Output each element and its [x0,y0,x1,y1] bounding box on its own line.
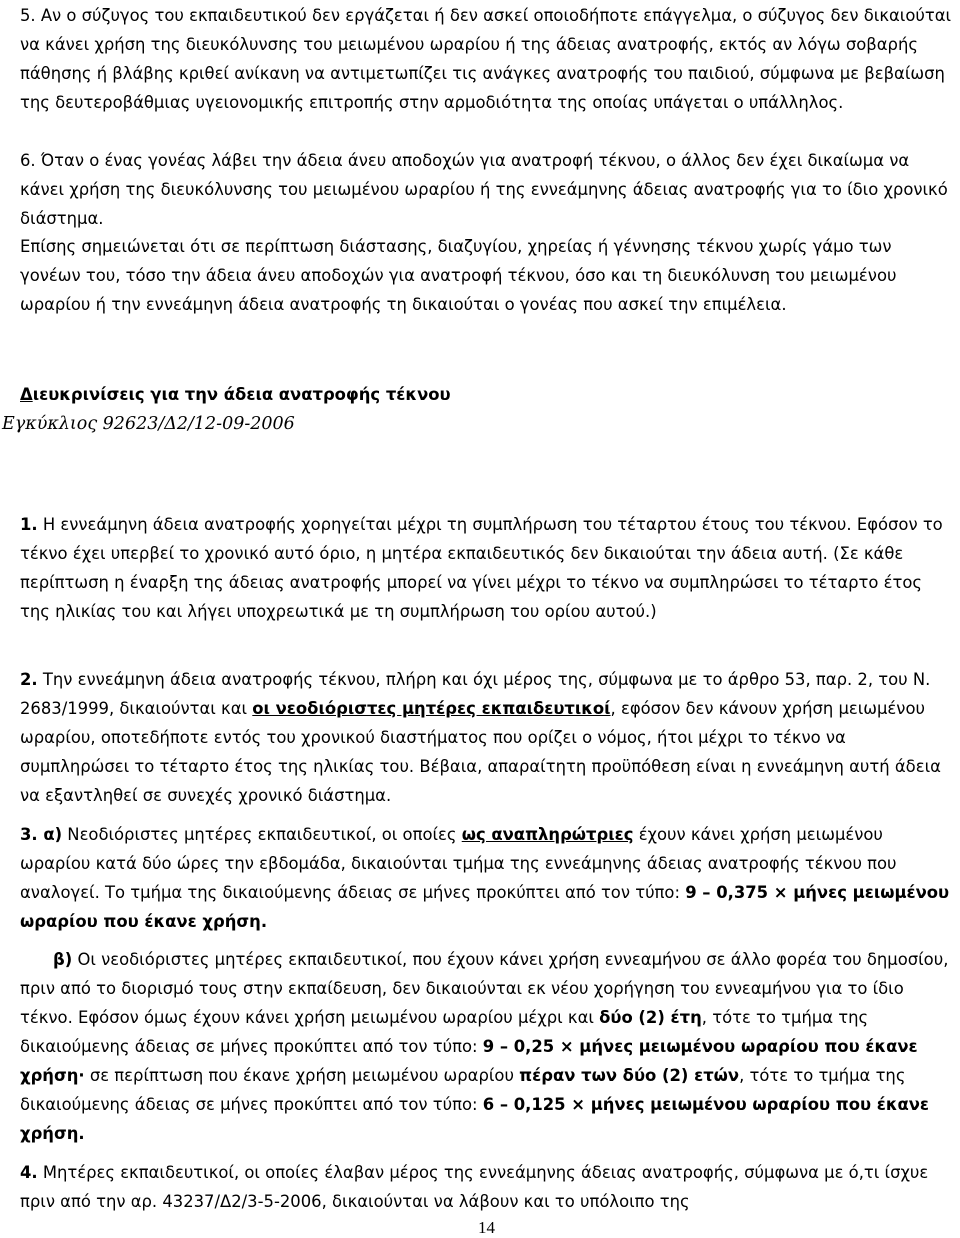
item-1: 1. Η εννεάμηνη άδεια ανατροφής χορηγείται μέχρι τη συμπλήρωση του τέταρτου έτους του τέκνου. Εφόσον το τέκνο έχει υπερβεί το χρονικό αυτό όριο, η μητέρα εκπαιδευτικός δεν δικαιούται την άδεια αυτή. (Σε κάθε περίπτωση η έναρξη της άδειας ανατροφής μπορεί να γίνει μέχρι το τέκνο να συμπληρώσει το τέταρτο έτος της ηλικίας του και λήγει υποχρεωτικά με τη συμπλήρωση του ορίου αυτού.) [20,515,943,621]
item-2: 2. Την εννεάμηνη άδεια ανατροφής τέκνου, πλήρη και όχι μέρος της, σύμφωνα με το άρθρο 53, παρ. 2, του Ν. 2683/1999, δικαιούνται και οι νεοδιόριστες μητέρες εκπαιδευτικοί, εφόσον δεν κάνουν χρήση μειωμένου ωραρίου, οποτεδήποτε εντός του χρονικού διαστήματος που ορίζει ο νόμος, ήτοι μέχρι το τέκνο να συμπληρώσει το τέταρτο έτος της ηλικίας του. Βέβαια, απαραίτητη προϋπόθεση είναι η εννεάμηνη αυτή άδεια να εξαντληθεί σε συνεχές χρονικό διάστημα. [20,670,941,805]
circular-reference: Εγκύκλιος 92623/Δ2/12-09-2006 [2,414,295,434]
page-number: 14 [478,1218,495,1237]
item-3b: β) Οι νεοδιόριστες μητέρες εκπαιδευτικοί, που έχουν κάνει χρήση εννεαμήνου σε άλλο φορέα του δημοσίου, πριν από το διορισμό τους στην εκπαίδευση, δεν δικαιούνται εκ νέου χορήγηση του εννεαμήνου για το ίδιο τέκνο. Εφόσον όμως έχουν κάνει χρήση μειωμένου ωραρίου μέχρι και δύο (2) έτη, τότε το τμήμα της δικαιούμενης άδειας σε μήνες προκύπτει από τον τύπο: 9 – 0,25 × μήνες μειωμένου ωραρίου που έκανε χρήση· σε περίπτωση που έκανε χρήση μειωμένου ωραρίου πέραν των δύο (2) ετών, τότε το τμήμα της δικαιούμενης άδειας σε μήνες προκύπτει από τον τύπο: 6 – 0,125 × μήνες μειωμένου ωραρίου που έκανε χρήση. [20,950,949,1143]
paragraph-also: Επίσης σημειώνεται ότι σε περίπτωση διάστασης, διαζυγίου, χηρείας ή γέννησης τέκνου χωρίς γάμο των γονέων του, τόσο την άδεια άνευ αποδοχών για ανατροφή τέκνου, όσο και τη διευκόλυνση του μειωμένου ωραρίου ή την εννεάμηνη άδεια ανατροφής τη δικαιούται ο γονέας που ασκεί την επιμέλεια. [20,237,897,314]
section-heading: Διευκρινίσεις για την άδεια ανατροφής τέκνου [20,385,451,404]
item-4: 4. Μητέρες εκπαιδευτικοί, οι οποίες έλαβαν μέρος της εννεάμηνης άδειας ανατροφής, σύμφωνα με ό,τι ίσχυε πριν από την αρ. 43237/Δ2/3-5-2006, δικαιούνται να λάβουν και το υπόλοιπο της [20,1163,929,1211]
paragraph-6: 6. Όταν ο ένας γονέας λάβει την άδεια άνευ αποδοχών για ανατροφή τέκνου, ο άλλος δεν έχει δικαίωμα να κάνει χρήση της διευκόλυνσης του μειωμένου ωραρίου ή της εννεάμηνης άδειας ανατροφής για το ίδιο χρονικό διάστημα. [20,151,948,228]
paragraph-5: 5. Αν ο σύζυγος του εκπαιδευτικού δεν εργάζεται ή δεν ασκεί οποιοδήποτε επάγγελμα, ο σύζυγος δεν δικαιούται να κάνει χρήση της διευκόλυνσης του μειωμένου ωραρίου ή της άδειας ανατροφής, εκτός αν λόγω σοβαρής πάθησης ή βλάβης κριθεί ανίκανη να αντιμετωπίζει τις ανάγκες ανατροφής του παιδιού, σύμφωνα με βεβαίωση της δευτεροβάθμιας υγειονομικής επιτροπής στην αρμοδιότητα της οποίας υπάγεται ο υπάλληλος. [20,6,952,112]
item-3a: 3. α) Νεοδιόριστες μητέρες εκπαιδευτικοί, οι οποίες ως αναπληρώτριες έχουν κάνει χρήση μειωμένου ωραρίου κατά δύο ώρες την εβδομάδα, δικαιούνται τμήμα της εννεάμηνης άδειας ανατροφής τέκνου που αναλογεί. Το τμήμα της δικαιούμενης άδειας σε μήνες προκύπτει από τον τύπο: 9 – 0,375 × μήνες μειωμένου ωραρίου που έκανε χρήση. [20,825,950,931]
